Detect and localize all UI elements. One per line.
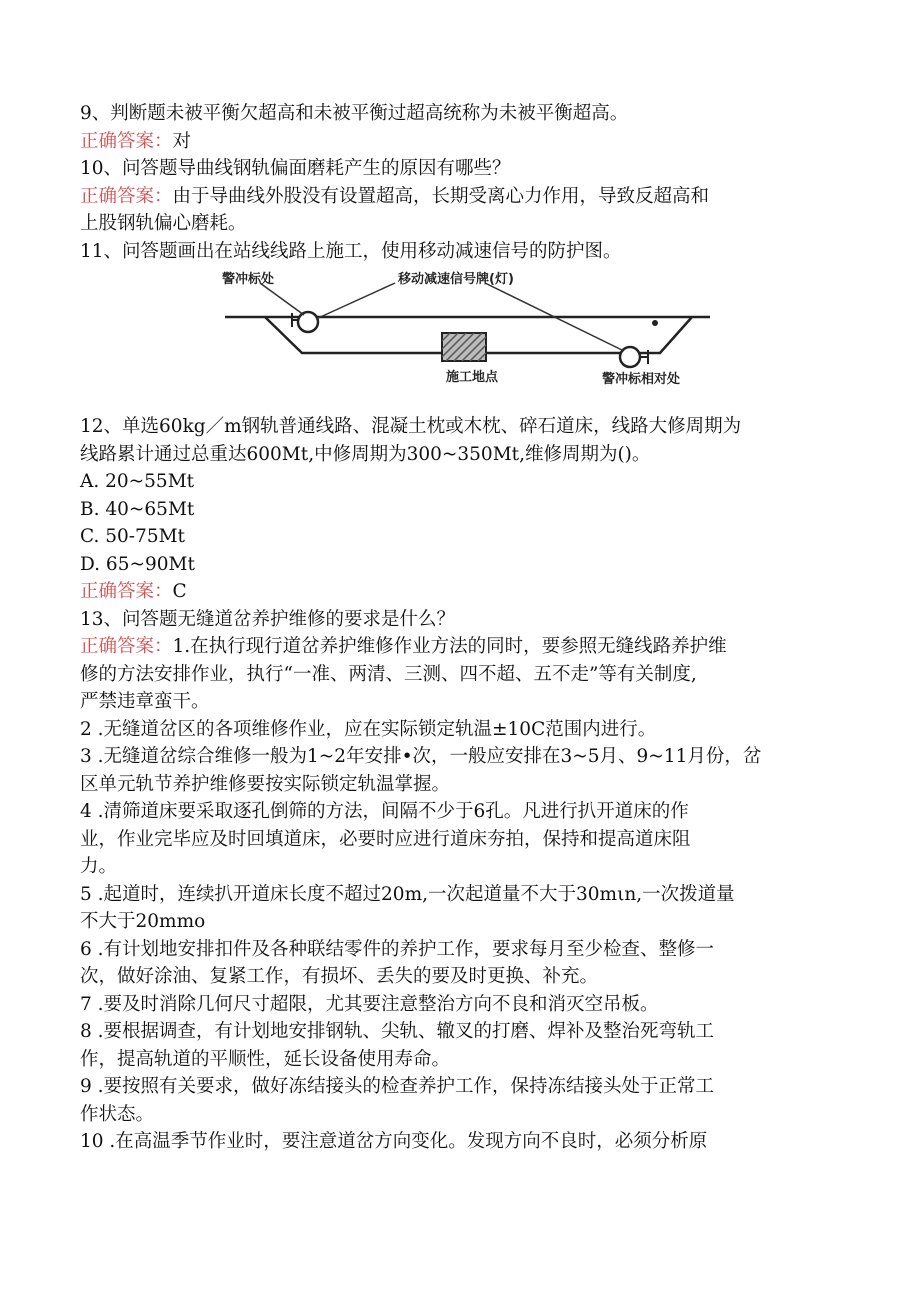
answer-value: C (172, 581, 187, 602)
q12-option-d: D. 65~90Mt (80, 553, 195, 575)
q10-answer-cont: 上股钢轨偏心磨耗。 (80, 213, 247, 234)
q13-item-9-cont: 作状态。 (80, 1103, 155, 1125)
answer-label: 正确答案： (80, 130, 173, 152)
leader-left-top (260, 283, 304, 315)
answer-value: 对 (172, 130, 192, 152)
q12-option-a: A. 20~55Mt (80, 471, 195, 492)
answer-label: 正确答案： (80, 185, 173, 207)
q13-item-6: 6 .有计划地安排扣件及各种联结零件的养护工作，要求每月至少检查、整修一 (80, 938, 715, 960)
q9-question: 9、判断题未被平衡欠超高和未被平衡过超高统称为未被平衡超高。 (80, 103, 629, 124)
q12-answer (80, 578, 840, 606)
protection-diagram (80, 269, 840, 407)
q11-question: 11、问答题画出在站线线路上施工，使用移动减速信号的防护图。 (80, 240, 622, 262)
label-left-top: 警冲标处 (222, 272, 275, 287)
q10-answer (80, 183, 840, 211)
q13-item-6-cont: 次，做好涂油、复紧工作，有损坏、丢失的要及时更换、补充。 (80, 966, 599, 987)
document-page (80, 100, 840, 1156)
q13-item-9: 9 .要按照有关要求，做好冻结接头的检查养护工作，保持冻结接头处于正常工 (80, 1076, 715, 1097)
answer-label: 正确答案： (80, 636, 173, 657)
q13-item-1-cont2: 严禁违章蛮干。 (80, 691, 210, 712)
q13-item-2: 2 .无缝道岔区的各项维修作业，应在实际锁定轨温±10C范围内进行。 (80, 718, 657, 740)
q12-question-cont: 线路累计通过总重达600Mt,中修周期为300~350Mt,维修周期为()。 (80, 443, 651, 465)
label-signal: 移动减速信号牌(灯) (398, 272, 514, 287)
q13-item-5-cont: 不大于20mmo (80, 911, 206, 932)
q12-option-c: C. 50-75Mt (80, 526, 185, 547)
q10-question: 10、问答题导曲线钢轨偏面磨耗产生的原因有哪些？ (80, 158, 511, 179)
q12-option-b: B. 40~65Mt (80, 498, 195, 520)
answer-item-1: 1.在执行现行道岔养护维修作业方法的同时，要参照无缝线路养护维 (172, 636, 727, 657)
q13-item-3-cont: 区单元轨节养护维修要按实际锁定轨温掌握。 (80, 773, 451, 795)
q13-item-4-cont: 业，作业完毕应及时回填道床，必要时应进行道床夯拍，保持和提高道床阻 (80, 828, 691, 850)
answer-text: 由于导曲线外股没有设置超高，长期受离心力作用，导致反超高和 (172, 185, 710, 207)
label-site: 施工地点 (446, 370, 499, 385)
q13-item-4: 4 .清筛道床要采取逐孔倒筛的方法，间隔不少于6孔。凡进行扒开道床的作 (80, 801, 689, 822)
q13-item-10: 10 .在高温季节作业时，要注意道岔方向变化。发现方向不良时，必须分析原 (80, 1131, 708, 1152)
left-signal-lamp-icon (298, 312, 318, 332)
answer-label: 正确答案： (80, 581, 173, 602)
q13-item-8-cont: 作，提高轨道的平顺性，延长设备使用寿命。 (80, 1048, 451, 1070)
protection-diagram-svg (220, 269, 720, 407)
fouling-point-dot (652, 320, 658, 326)
q13-item-5: 5 .起道时，连续扒开道床长度不超过20m,一次起道量不大于30mιn,一次拨道量 (80, 883, 735, 905)
leader-signal-left (316, 283, 395, 319)
q13-question: 13、问答题无缝道岔养护维修的要求是什么？ (80, 608, 456, 630)
construction-site-box (442, 333, 486, 361)
q12-question: 12、单选60kg／m钢轨普通线路、混凝土枕或木枕、碎石道床，线路大修周期为 (80, 416, 742, 437)
q13-item-3: 3 .无缝道岔综合维修一般为1~2年安排•次，一般应安排在3~5月、9~11月份，岔 (80, 746, 762, 767)
label-right-bottom: 警冲标相对处 (602, 372, 681, 387)
q13-item-7: 7 .要及时消除几何尺寸超限，尤其要注意整治方向不良和消灭空吊板。 (80, 993, 659, 1015)
q9-answer (80, 128, 840, 156)
q13-item-4-cont2: 力。 (80, 856, 118, 877)
q13-answer (80, 633, 840, 661)
q13-item-1-cont: 修的方法安排作业，执行“一准、两清、三测、四不超、五不走”等有关制度, (80, 663, 697, 685)
q13-item-8: 8 .要根据调查，有计划地安排钢轨、尖轨、辙叉的打磨、焊补及整治死弯轨工 (80, 1021, 715, 1042)
